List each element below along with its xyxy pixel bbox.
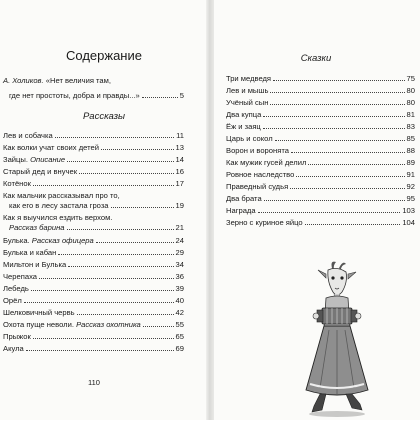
toc-entry[interactable] [226, 98, 415, 107]
entry-title: Булька и кабан [3, 248, 57, 257]
leader-dots [101, 149, 174, 150]
entry-title: Как мужик гусей делил [226, 158, 307, 167]
entry-title: Ровное наследство [226, 170, 295, 179]
leader-dots [58, 254, 173, 255]
leader-dots [270, 104, 404, 105]
toc-entry[interactable] [9, 201, 184, 210]
toc-entry[interactable] [226, 158, 415, 167]
entry-page: 24 [175, 236, 184, 245]
contents-heading: Содержание [66, 48, 142, 63]
toc-entry[interactable] [3, 179, 184, 188]
entry-page: 80 [406, 86, 415, 95]
toc-entry[interactable] [3, 344, 184, 353]
entry-page: 17 [175, 179, 184, 188]
entry-title: Охота пуще неволи. Рассказ охотника [3, 320, 141, 329]
entry-page: 39 [175, 284, 184, 293]
leader-dots [26, 350, 174, 351]
entry-page: 34 [175, 260, 184, 269]
leader-dots [33, 185, 174, 186]
toc-entry[interactable] [3, 236, 184, 245]
entry-title: Котёнок [3, 179, 31, 188]
toc-entry-line[interactable] [3, 213, 112, 222]
entry-title: Праведный судья [226, 182, 289, 191]
entry-page: 55 [175, 320, 184, 329]
entry-page: 83 [406, 122, 415, 131]
leader-dots [273, 80, 405, 81]
leader-dots [39, 278, 174, 279]
toc-entry[interactable] [226, 182, 415, 191]
entry-title: Как волки учат своих детей [3, 143, 99, 152]
leader-dots [77, 314, 174, 315]
toc-entry[interactable] [3, 284, 184, 293]
entry-title: Орёл [3, 296, 22, 305]
entry-title: Ёж и заяц [226, 122, 261, 131]
intro-quote-line-1: «Нет величия там, [45, 76, 111, 85]
entry-page: 81 [406, 110, 415, 119]
entry-page: 29 [175, 248, 184, 257]
entry-subtitle: Описание [30, 155, 66, 164]
entry-title: Черепаха [3, 272, 38, 281]
leader-dots [96, 242, 174, 243]
leader-dots [264, 200, 405, 201]
leader-dots [258, 212, 401, 213]
toc-entry[interactable] [3, 167, 184, 176]
entry-title: Три медведя [226, 74, 272, 83]
toc-entry[interactable] [226, 110, 415, 119]
entry-title: Зерно с куриное яйцо [226, 218, 303, 227]
leader-dots [291, 152, 405, 153]
toc-entry[interactable] [226, 86, 415, 95]
entry-title: Лев и мышь [226, 86, 269, 95]
entry-page: 65 [175, 332, 184, 341]
toc-entry[interactable] [226, 170, 415, 179]
entry-title: Зайцы. Описание [3, 155, 66, 164]
section-stories-heading: Рассказы [82, 111, 126, 122]
entry-title: Акула [3, 344, 24, 353]
toc-entry[interactable] [3, 260, 184, 269]
toc-entry[interactable] [226, 74, 415, 83]
entry-page: 104 [402, 218, 415, 227]
toc-entry[interactable] [3, 272, 184, 281]
entry-page: 80 [406, 98, 415, 107]
entry-page: 89 [406, 158, 415, 167]
entry-title: Награда [226, 206, 256, 215]
leader-dots [263, 128, 405, 129]
entry-page: 69 [175, 344, 184, 353]
leader-dots [24, 302, 174, 303]
leader-dots [296, 176, 404, 177]
leader-dots [111, 207, 174, 208]
entry-title: Лебедь [3, 284, 29, 293]
toc-entry[interactable] [226, 194, 415, 203]
intro-author: А. Холиков. [3, 76, 44, 85]
toc-entry[interactable] [3, 248, 184, 257]
toc-entry[interactable] [226, 206, 415, 215]
entry-title: как его в лесу застала гроза [9, 201, 109, 210]
entry-page: 85 [406, 134, 415, 143]
entry-title: Как я выучился ездить верхом. [3, 213, 113, 222]
leader-dots [31, 290, 174, 291]
entry-title: Царь и сокол [226, 134, 273, 143]
section-tales-heading: Сказки [300, 53, 332, 64]
toc-entry[interactable] [3, 143, 184, 152]
intro-page: 5 [179, 91, 184, 100]
toc-entry[interactable] [226, 122, 415, 131]
entry-title: Мильтон и Булька [3, 260, 67, 269]
leader-dots [305, 224, 401, 225]
entry-subtitle: Рассказ офицера [31, 236, 94, 245]
intro-quote-line-2: где нет простоты, добра и правды...» [9, 91, 140, 100]
entry-page: 16 [175, 167, 184, 176]
entry-page: 103 [402, 206, 415, 215]
entry-subtitle: Рассказ охотника [76, 320, 141, 329]
leader-dots [68, 266, 173, 267]
entry-page: 21 [175, 223, 184, 232]
toc-entry[interactable] [3, 131, 184, 140]
entry-page: 19 [175, 201, 184, 210]
leader-dots [33, 338, 174, 339]
leader-dots [67, 161, 173, 162]
toc-entry[interactable] [3, 155, 184, 164]
entry-title: Прыжок [3, 332, 31, 341]
leader-dots [308, 164, 404, 165]
entry-title: Шелковичный червь [3, 308, 75, 317]
leader-dots [270, 92, 404, 93]
toc-entry[interactable] [3, 308, 184, 317]
entry-page: 13 [175, 143, 184, 152]
entry-title: Как мальчик рассказывал про то, [3, 191, 120, 200]
toc-entry[interactable] [9, 223, 184, 232]
toc-entry[interactable] [226, 218, 415, 227]
entry-page: 40 [175, 296, 184, 305]
entry-page: 92 [406, 182, 415, 191]
leader-dots [275, 140, 405, 141]
toc-entry[interactable] [3, 296, 184, 305]
entry-title: Булька. Рассказ офицера [3, 236, 94, 245]
toc-entry[interactable] [226, 134, 415, 143]
entry-title: Два брата [226, 194, 262, 203]
leader-dots [55, 137, 174, 138]
entry-title: Два купца [226, 110, 262, 119]
entry-page: 88 [406, 146, 415, 155]
entry-page: 14 [175, 155, 184, 164]
leader-dots [67, 229, 174, 230]
entry-title: Учёный сын [226, 98, 269, 107]
leader-dots [290, 188, 404, 189]
stories-list [3, 0, 184, 420]
entry-title: Старый дед и внучек [3, 167, 78, 176]
toc-entry[interactable] [226, 146, 415, 155]
entry-title: Ворон и воронята [226, 146, 289, 155]
leader-dots [143, 326, 174, 327]
entry-title: Лев и собачка [3, 131, 53, 140]
toc-entry-line[interactable] [3, 191, 120, 200]
page-number: 110 [88, 378, 100, 387]
toc-entry[interactable] [3, 320, 184, 329]
leader-dots [79, 173, 174, 174]
leader-dots [263, 116, 404, 117]
toc-entry[interactable] [3, 332, 184, 341]
goat-accordion-illustration [296, 260, 376, 420]
entry-page: 42 [175, 308, 184, 317]
entry-subtitle: Рассказ барина [9, 223, 65, 232]
entry-page: 91 [406, 170, 415, 179]
entry-page: 95 [406, 194, 415, 203]
entry-page: 75 [406, 74, 415, 83]
entry-page: 36 [175, 272, 184, 281]
entry-page: 11 [176, 131, 184, 140]
